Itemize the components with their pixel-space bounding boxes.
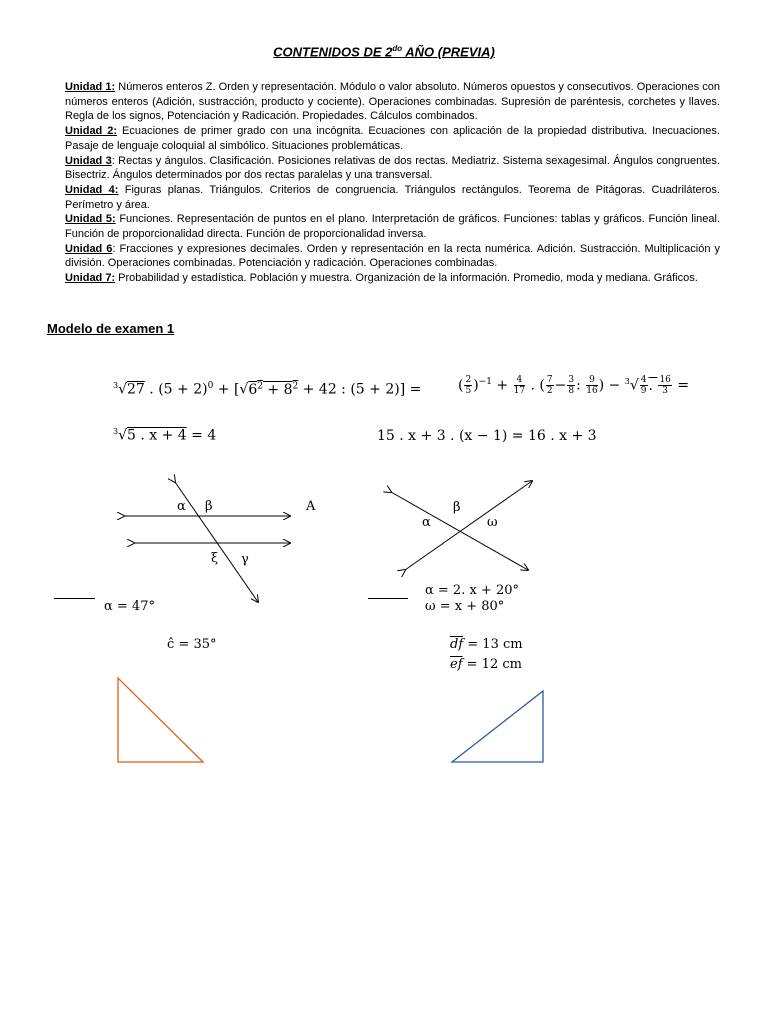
equation-4: 15 . x + 3 . (x − 1) = 16 . x + 3 [377, 428, 597, 444]
unit-2: Unidad 2: Ecuaciones de primer grado con una incógnita. Ecuaciones con aplicación de la propiedad distributiva. Inecuaciones. Pasaje de lenguaje coloquial al simbólico. Situaciones problemáticas. [65, 125, 720, 152]
right-triangle-orange [118, 678, 203, 762]
fraction: $\frac{16}{3}$ [659, 375, 671, 396]
document-title: CONTENIDOS DE $2^{do}$ AÑO (PREVIA) [273, 44, 495, 60]
fraction: $\frac{2}{5}$ [465, 375, 472, 396]
angle-alpha-label: α [422, 515, 431, 530]
unit-5: Unidad 5: Funciones. Representación de puntos en el plano. Interpretación de gráficos. Funciones: tablas y gráficos. Función lineal. Función de proporcionalidad directa. Función de proporcionalidad inversa. [65, 213, 720, 241]
unit-1: Unidad 1: Números enteros Z. Orden y representación. Módulo o valor absoluto. Números opuestos y consecutivos. Operaciones con números enteros (Adición, sustracción, producto y cociente). Operaciones combinadas. Supresión de paréntesis, corchetes y llaves. Regla de los signos, Potenciación y Radicación. Propiedades. Cálculos combinados. [65, 81, 720, 123]
given-angle-c: ĉ = 35° [167, 637, 217, 652]
given-segment-ef: $\overline{ef} = 12$ cm [450, 657, 522, 672]
exam-heading: Modelo de examen 1 [47, 321, 175, 336]
given-alpha-value: α = 47° [104, 599, 155, 614]
fraction: $\frac{3}{8}$ [568, 375, 575, 396]
given-omega-expression: ω = x + 80° [425, 599, 505, 614]
equation-2: ( $\frac{2}{5}$ )$^{-1}$ + $\frac{4}{17}$ . ( $\frac{7}{2}$ − $\frac{3}{8}$ : $\frac{9}{16}$ ) − $^3$√ $\frac{4}{9}$ . $\frac{16}{3}$ = [458, 375, 690, 396]
unit-6: Unidad 6: Fracciones y expresiones decimales. Orden y representación en la recta numérica. Adición. Sustracción. Multiplicación y división. Operaciones combinadas. Potenciación y radicación. Operaciones combinadas. [65, 242, 720, 270]
point-a-label: A [306, 499, 316, 514]
angle-xi-label: ξ [211, 551, 219, 566]
angle-beta-label: β [453, 500, 461, 515]
answer-blank-2 [368, 598, 408, 599]
angle-beta-label: β [205, 499, 213, 514]
intersecting-lines-figure [391, 481, 532, 570]
equation-1: $^3$√27 . $(5 + 2)^0 + [√6^2 + 8^2 + 42$ : (5 + 2)] = [113, 381, 422, 398]
transversal-line [175, 482, 258, 602]
unit-7: Unidad 7: Probabilidad y estadística. Población y muestra. Organización de la información. Promedio, moda y mediana. Gráficos. [65, 272, 698, 285]
fraction: $\frac{4}{9}$ [640, 375, 647, 396]
right-triangle-blue [452, 691, 543, 762]
unit-4: Unidad 4: Figuras planas. Triángulos. Criterios de congruencia. Triángulos rectángulos. Teorema de Pitágoras. Cuadriláteros. Perímetro y área. [65, 183, 720, 211]
angle-alpha-label: α [177, 499, 186, 514]
answer-blank-1 [54, 598, 95, 599]
angle-omega-label: ω [487, 515, 498, 530]
given-alpha-expression: α = 2. x + 20° [425, 583, 520, 598]
unit-3: Unidad 3: Rectas y ángulos. Clasificación. Posiciones relativas de dos rectas. Mediatriz. Sistema sexagesimal. Ángulos congruentes. Bisectriz. Ángulos determinados por dos rectas paralelas y una transversal. [65, 154, 720, 182]
fraction: $\frac{7}{2}$ [546, 375, 553, 396]
given-segment-df: $\overline{df} = 13$ cm [450, 637, 523, 652]
equation-3: $^3$√5 . x + 4 = 4 [113, 427, 217, 444]
angle-gamma-label: γ [241, 552, 249, 567]
fraction: $\frac{9}{16}$ [586, 375, 598, 396]
fraction: $\frac{4}{17}$ [513, 375, 526, 396]
